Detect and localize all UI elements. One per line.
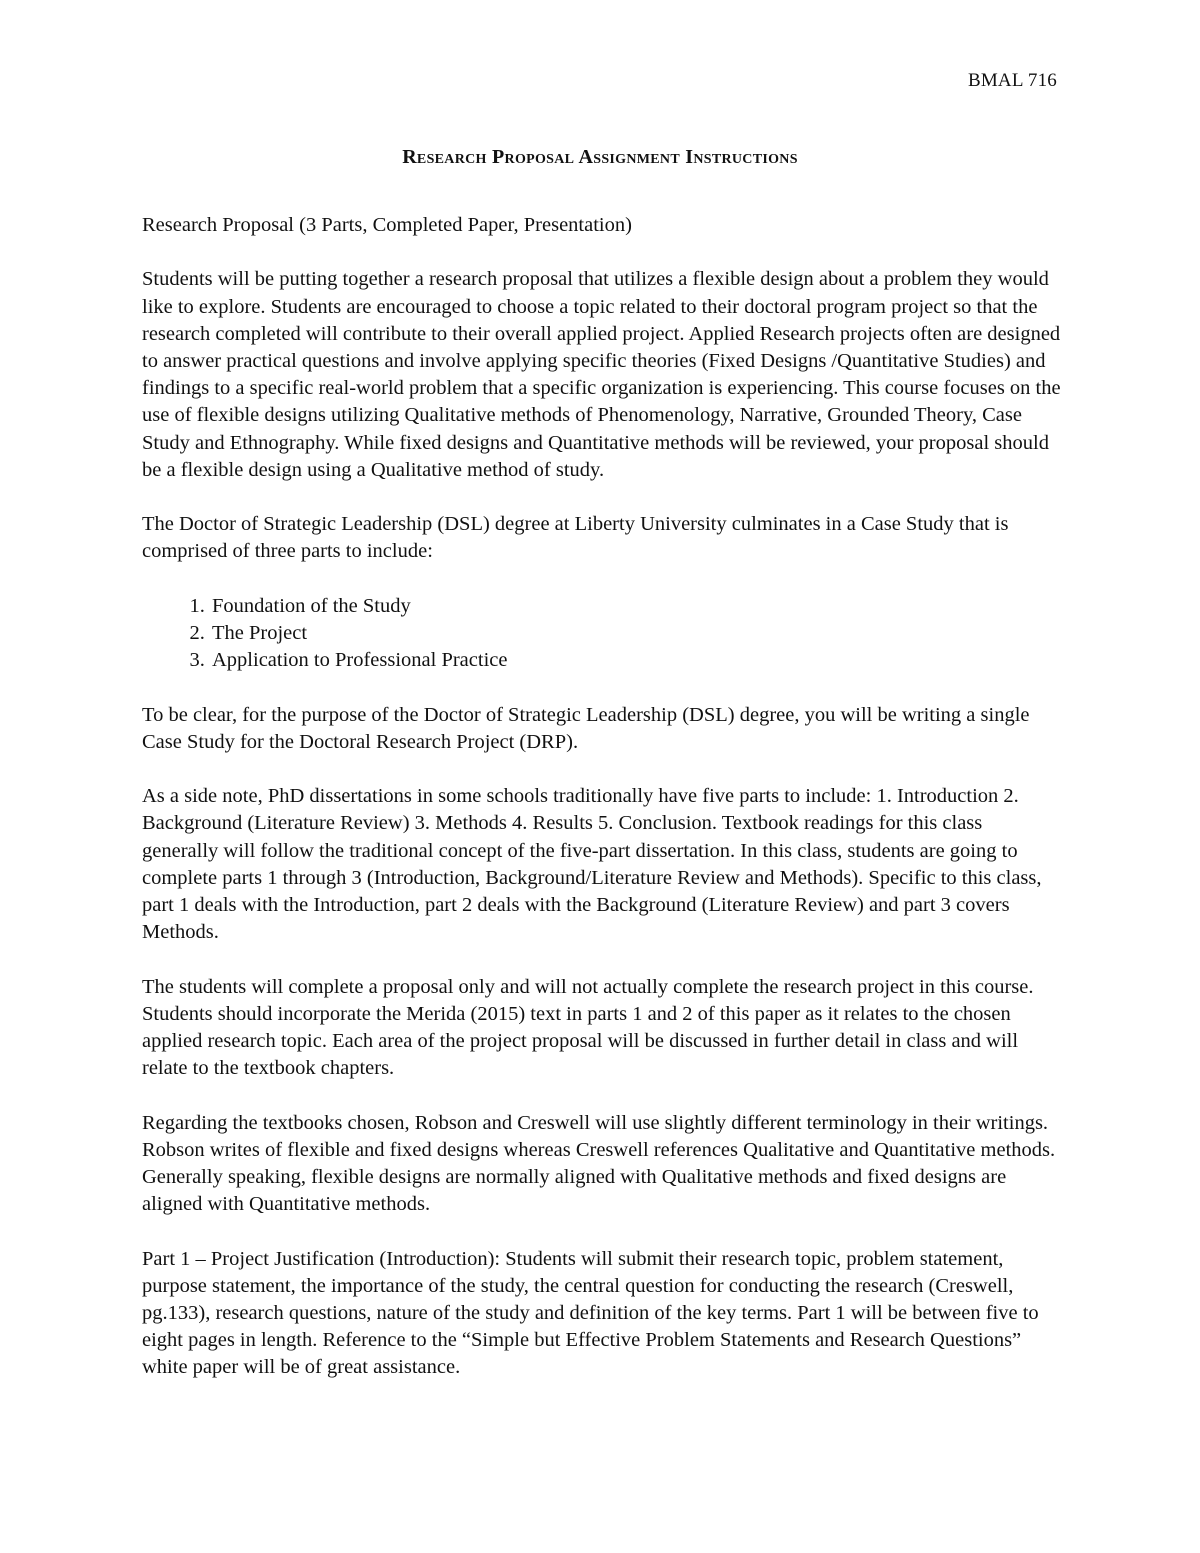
paragraph-part1: Part 1 – Project Justification (Introduction): Students will submit their research topic, problem statement, purpose statement, the importance of the study, the central question for conducting the research (Creswell, pg.133), research questions, nature of the study and definition of the key terms. Part 1 will be between five to eight pages in length. Reference to the “Simple but Effective Problem Statements and Research Questions” white paper will be of great assistance. <box>142 1247 1039 1379</box>
course-code: BMAL 716 <box>967 70 1057 91</box>
case-study-parts-list <box>142 593 1062 675</box>
paragraph-proposal-only: The students will complete a proposal only and will not actually complete the research project in this course. Students should incorporate the Merida (2015) text in parts 1 and 2 of this paper as it relates to the chosen applied research topic. Each area of the project proposal will be discussed in further detail in class and will relate to the textbook chapters. <box>142 975 1034 1080</box>
paragraph-clarify: To be clear, for the purpose of the Doctor of Strategic Leadership (DSL) degree, you will be writing a single Case Study for the Doctoral Research Project (DRP). <box>142 703 1030 753</box>
paragraph-intro: Students will be putting together a research proposal that utilizes a flexible design about a problem they would like to explore. Students are encouraged to choose a topic related to their doctoral program project so that the research completed will contribute to their overall applied project. Applied Research projects often are designed to answer practical questions and involve applying specific theories (Fixed Designs /Quantitative Studies) and findings to a specific real-world problem that a specific organization is experiencing. This course focuses on the use of flexible designs utilizing Qualitative methods of Phenomenology, Narrative, Grounded Theory, Case Study and Ethnography. While fixed designs and Quantitative methods will be reviewed, your proposal should be a flexible design using a Qualitative method of study. <box>142 268 1061 481</box>
paragraph-textbooks: Regarding the textbooks chosen, Robson and Creswell will use slightly different terminology in their writings. Robson writes of flexible and fixed designs whereas Creswell references Qualitative and Quantitative methods. Generally speaking, flexible designs are normally aligned with Qualitative methods and fixed designs are aligned with Quantitative methods. <box>142 1111 1056 1216</box>
document-body <box>142 212 1062 1409</box>
document-subtitle: Research Proposal (3 Parts, Completed Paper, Presentation) <box>142 214 632 236</box>
document-title: Research Proposal Assignment Instructions <box>402 146 798 168</box>
paragraph-dsl-degree: The Doctor of Strategic Leadership (DSL) degree at Liberty University culminates in a Case Study that is comprised of three parts to include: <box>142 513 1009 563</box>
list-item: 2. The Project <box>210 620 1062 647</box>
list-item: 1. Foundation of the Study <box>210 593 1062 620</box>
paragraph-side-note: As a side note, PhD dissertations in some schools traditionally have five parts to include: 1. Introduction 2. Background (Literature Review) 3. Methods 4. Results 5. Conclusion. Textbook readings for this class generally will follow the traditional concept of the five-part dissertation. In this class, students are going to complete parts 1 through 3 (Introduction, Background/Literature Review and Methods). Specific to this class, part 1 deals with the Introduction, part 2 deals with the Background (Literature Review) and part 3 covers Methods. <box>142 785 1042 944</box>
list-item: 3. Application to Professional Practice <box>210 647 1062 674</box>
